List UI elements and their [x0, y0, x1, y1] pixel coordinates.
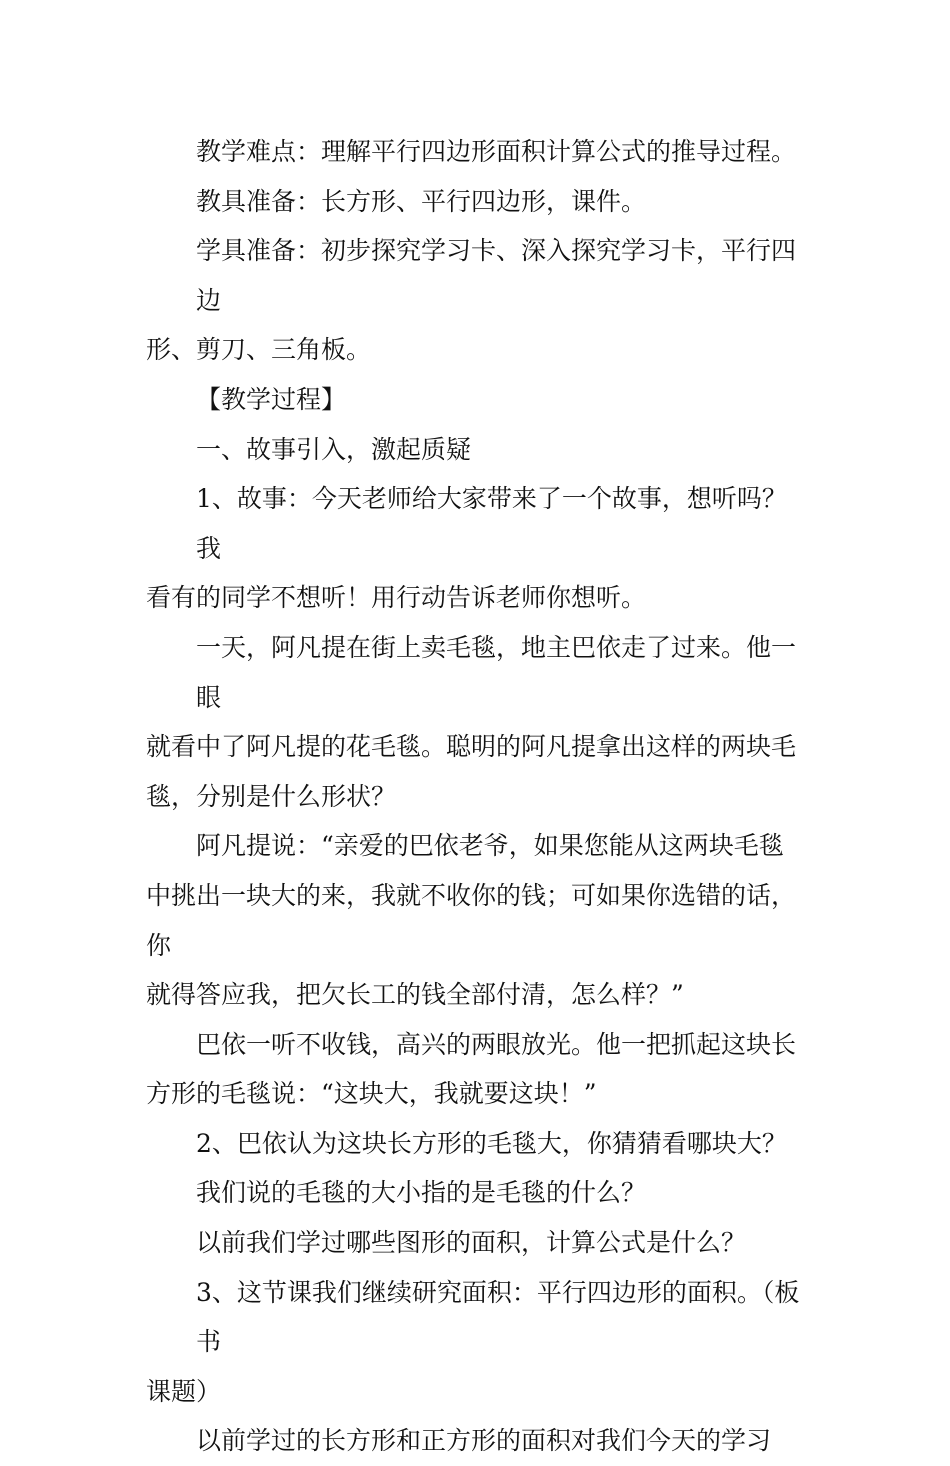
- text-line: 2、巴依认为这块长方形的毛毯大，你猜猜看哪块大？: [196, 1128, 787, 1158]
- text-line: 【教学过程】: [196, 384, 347, 414]
- text-line: 方形的毛毯说：“这块大，我就要这块！”: [146, 1079, 597, 1109]
- paragraph-guess-question: [146, 1119, 806, 1169]
- paragraph-teaching-aids: [146, 177, 806, 227]
- document-body: [146, 127, 806, 1466]
- section-heading-teaching-process: [146, 375, 806, 425]
- paragraph-afanti-says: [146, 821, 806, 1019]
- text-line: 教学难点：理解平行四边形面积计算公式的推导过程。: [196, 137, 797, 166]
- text-line: 一天，阿凡提在街上卖毛毯，地主巴依走了过来。他一眼: [196, 632, 797, 712]
- text-line: 1、故事：今天老师给大家带来了一个故事，想听吗？我: [196, 484, 787, 563]
- text-line: 阿凡提说：“亲爱的巴依老爷，如果您能从这两块毛毯: [196, 831, 784, 861]
- text-line: 中挑出一块大的来，我就不收你的钱；可如果你选错的话，你: [146, 880, 797, 960]
- text-line: 教具准备：长方形、平行四边形，课件。: [196, 186, 647, 216]
- paragraph-story: [146, 474, 806, 623]
- text-line: 巴依一听不收钱，高兴的两眼放光。他一把抓起这块长: [196, 1029, 797, 1059]
- text-line: 我们说的毛毯的大小指的是毛毯的什么？: [196, 1178, 647, 1208]
- text-line: 以前我们学过哪些图形的面积，计算公式是什么？: [196, 1228, 747, 1258]
- text-line: 以前学过的长方形和正方形的面积对我们今天的学习: [196, 1426, 772, 1456]
- text-line: 看有的同学不想听！用行动告诉老师你想听。: [146, 583, 647, 613]
- paragraph-teaching-difficulty: [146, 127, 806, 177]
- text-line: 就得答应我，把欠长工的钱全部付清，怎么样？”: [146, 980, 684, 1010]
- paragraph-student-materials: [146, 226, 806, 375]
- text-line: 形、剪刀、三角板。: [146, 335, 372, 365]
- subsection-heading-story-intro: [146, 425, 806, 475]
- paragraph-afanti-market: [146, 623, 806, 821]
- paragraph-prior-knowledge: [146, 1416, 806, 1466]
- paragraph-size-question: [146, 1168, 806, 1218]
- text-line: 毯，分别是什么形状？: [146, 781, 397, 811]
- text-line: 3、这节课我们继续研究面积：平行四边形的面积。（板书: [196, 1277, 800, 1357]
- text-line: 就看中了阿凡提的花毛毯。聪明的阿凡提拿出这样的两块毛: [146, 732, 797, 762]
- paragraph-bayi-chooses: [146, 1020, 806, 1119]
- paragraph-lesson-topic: [146, 1268, 806, 1417]
- paragraph-formula-question: [146, 1218, 806, 1268]
- text-line: 学具准备：初步探究学习卡、深入探究学习卡，平行四边: [196, 236, 797, 315]
- text-line: 一、故事引入，激起质疑: [196, 434, 472, 464]
- text-line: 课题）: [146, 1376, 222, 1406]
